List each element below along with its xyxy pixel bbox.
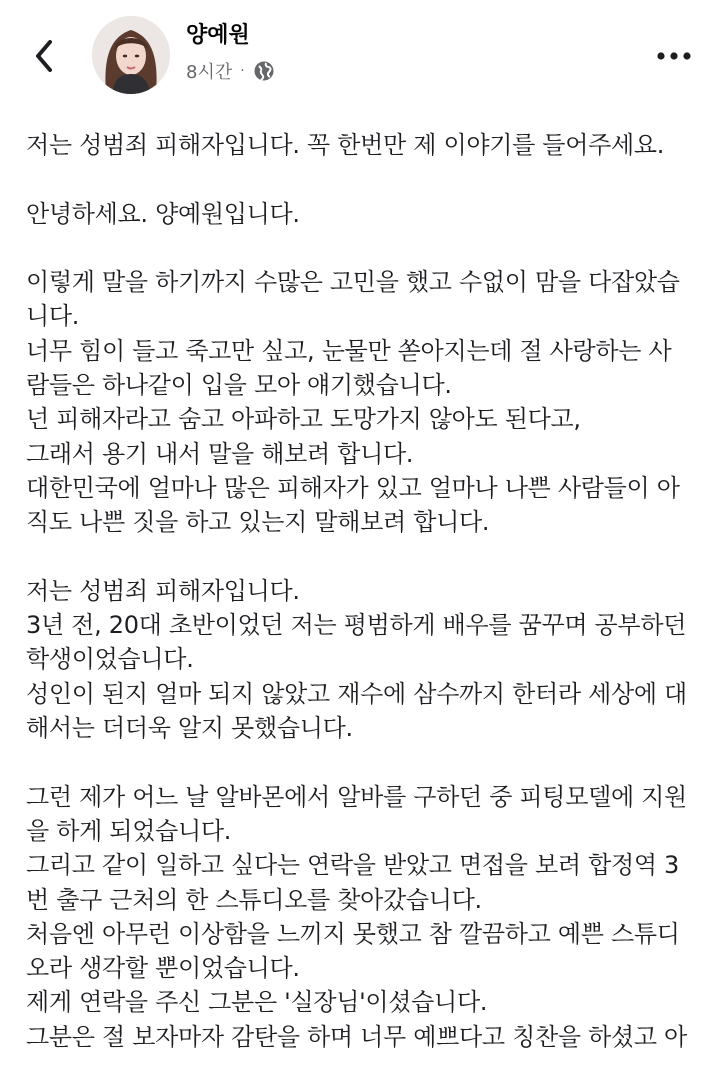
post-text-line: 성인이 된지 얼마 되지 않았고 재수에 삼수까지 한터라 세상에 대 xyxy=(26,679,687,708)
paragraph-gap xyxy=(26,540,706,574)
post-text-line: 제게 연락을 주신 그분은 '실장님'이셨습니다. xyxy=(26,988,488,1017)
post-text-line: 안녕하세요. 양예원입니다. xyxy=(26,199,300,228)
post-text-line: 직도 나쁜 짓을 하고 있는지 말해보려 합니다. xyxy=(26,508,490,537)
post-text-line: 그런 제가 어느 날 알바몬에서 알바를 구하던 중 피팅모델에 지원 xyxy=(26,782,687,811)
post-text-line: 3년 전, 20대 초반이었던 저는 평범하게 배우를 꿈꾸며 공부하던 xyxy=(26,611,687,640)
meta-separator: · xyxy=(240,63,245,79)
post-text-line: 그분은 절 보자마자 감탄을 하며 너무 예쁘다고 칭찬을 하셨고 아 xyxy=(26,1022,687,1051)
post-text-line: 처음엔 아무런 이상함을 느끼지 못했고 참 깔끔하고 예쁜 스튜디 xyxy=(26,919,680,948)
more-options-button[interactable] xyxy=(654,44,694,68)
post-text-line: 저는 성범죄 피해자입니다. xyxy=(26,576,300,605)
post-text-line: 학생이었습니다. xyxy=(26,645,194,674)
post-text-line: 저는 성범죄 피해자입니다. 꼭 한번만 제 이야기를 들어주세요. xyxy=(26,131,665,159)
post-text-line: 그리고 같이 일하고 싶다는 연락을 받았고 면접을 보려 합정역 3 xyxy=(26,851,680,880)
paragraph-gap xyxy=(26,745,706,779)
paragraph-gap xyxy=(26,162,706,196)
post-text-line: 해서는 더더욱 알지 못했습니다. xyxy=(26,714,353,743)
post-text-line: 그래서 용기 내서 말을 해보려 합니다. xyxy=(26,439,414,468)
post-text-line: 대한민국에 얼마나 많은 피해자가 있고 얼마나 나쁜 사람들이 아 xyxy=(26,473,680,502)
post-text-line: 람들은 하나같이 입을 모아 얘기했습니다. xyxy=(26,371,452,400)
post-text xyxy=(26,128,706,1054)
post-text-line: 이렇게 말을 하기까지 수많은 고민을 했고 수없이 맘을 다잡았습 xyxy=(26,268,680,297)
author-avatar[interactable] xyxy=(92,16,170,94)
post-text-line: 번 출구 근처의 한 스튜디오를 찾아갔습니다. xyxy=(26,885,482,914)
chevron-left-icon xyxy=(26,36,66,76)
back-button[interactable] xyxy=(26,36,66,76)
post-text-line: 넌 피해자라고 숨고 아파하고 도망가지 않아도 된다고, xyxy=(26,405,581,434)
author-name[interactable]: 양예원 xyxy=(186,23,250,48)
post-timestamp[interactable]: 8시간 xyxy=(186,62,233,83)
post-text-line: 니다. xyxy=(26,302,80,331)
post-header xyxy=(0,0,720,112)
post-text-line: 오라 생각할 뿐이었습니다. xyxy=(26,954,300,983)
post-meta xyxy=(186,58,275,84)
globe-icon[interactable] xyxy=(253,60,275,82)
more-horizontal-icon xyxy=(654,44,694,68)
post-text-line: 을 하게 되었습니다. xyxy=(26,816,232,845)
paragraph-gap xyxy=(26,231,706,265)
post-text-line: 너무 힘이 들고 죽고만 싶고, 눈물만 쏟아지는데 절 사랑하는 사 xyxy=(26,336,672,365)
